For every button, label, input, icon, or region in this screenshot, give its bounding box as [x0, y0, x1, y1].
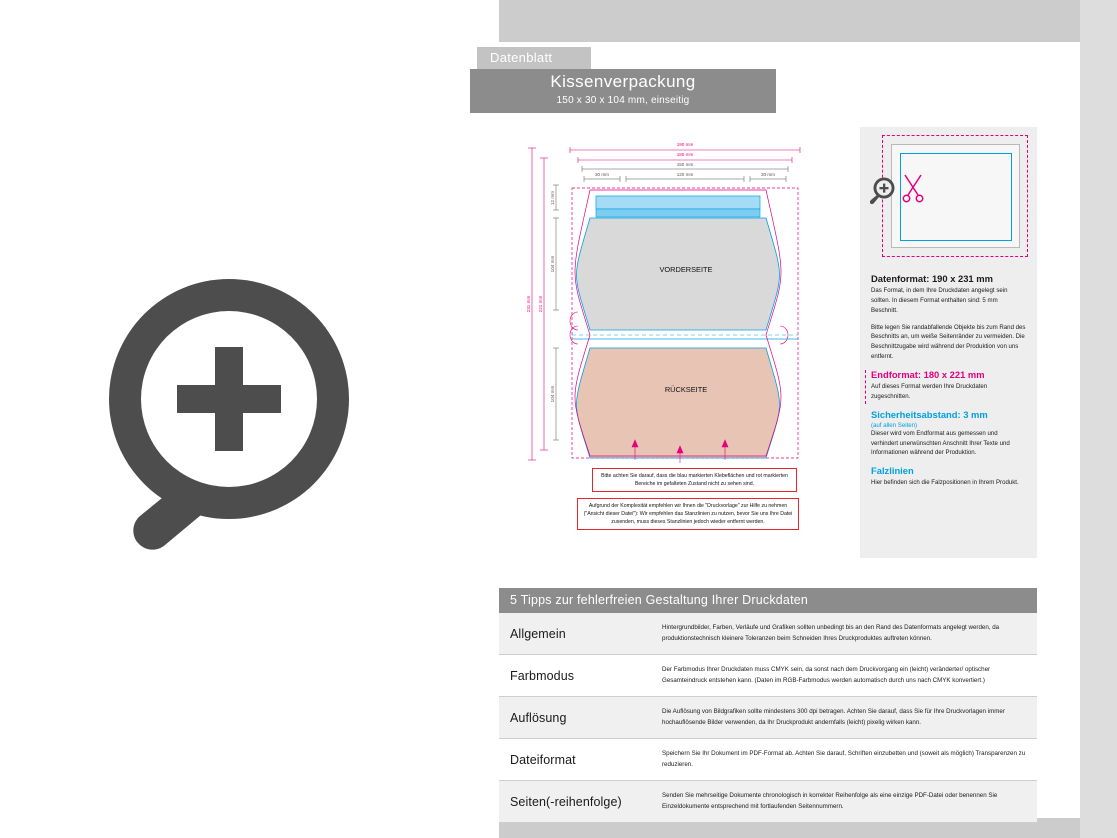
tip-label: Allgemein — [510, 626, 566, 641]
svg-text:231 mm: 231 mm — [526, 295, 531, 313]
tip-label: Auflösung — [510, 710, 567, 725]
svg-text:12 mm: 12 mm — [550, 190, 555, 206]
info-heading-falzlinien: Falzlinien — [871, 465, 914, 477]
page-right-shadow — [1080, 0, 1117, 838]
svg-text:VORDERSEITE: VORDERSEITE — [659, 265, 713, 274]
table-row — [499, 781, 1037, 823]
format-preview — [860, 127, 1037, 264]
svg-text:120 mm: 120 mm — [676, 172, 694, 177]
page-subtitle: 150 x 30 x 104 mm, einseitig — [556, 95, 690, 106]
info-subheading-sicherheitsabstand: (auf allen Seiten) — [871, 421, 918, 429]
magnifier-preview-zone — [0, 0, 470, 838]
tip-text: Hintergrundbilder, Farben, Verläufe und Grafiken sollten unbedingt bis an den Rand des Datenformats angelegt werden, da produktionstechnisch kleinere Toleranzen beim Schneiden Ihres Druckproduktes auftreten können. — [662, 624, 1000, 642]
svg-text:30 mm: 30 mm — [760, 172, 776, 177]
info-block-sicherheitsabstand — [871, 409, 1026, 459]
table-row — [499, 655, 1037, 697]
page-top-band — [499, 0, 1080, 42]
svg-text:104 mm: 104 mm — [550, 385, 555, 403]
tip-text: Senden Sie mehrseitige Dokumente chronologisch in korrekter Reihenfolge als eine einzige PDF-Datei oder benennen Sie Einzeldokumente entsprechend mit fortlaufenden Seitennummern. — [662, 792, 998, 810]
info-text-falzlinien: Hier befinden sich die Falzpositionen in Ihrem Produkt. — [871, 479, 1019, 487]
svg-text:104 mm: 104 mm — [550, 255, 555, 273]
page-title: Kissenverpackung — [550, 72, 696, 91]
tip-text: Die Auflösung von Bildgrafiken sollte mindestens 300 dpi betragen. Achten Sie darauf, dass Sie für Ihre Druckvorlagen immer hochauflösende Bilder verwenden, da Ihr Druckprodukt andernfalls (leicht) pixelig wirken kann. — [662, 708, 1005, 726]
tips-title: 5 Tipps zur fehlerfreien Gestaltung Ihrer Druckdaten — [499, 588, 1037, 613]
info-text-endformat: Auf dieses Format werden Ihre Druckdaten zugeschnitten. — [871, 383, 988, 400]
product-title-band — [470, 69, 776, 113]
info-heading-endformat: Endformat: 180 x 221 mm — [871, 369, 985, 381]
info-text-sicherheitsabstand: Dieser wird vom Endformat aus gemessen und verhindert unerwünschten Anschnitt Ihrer Texte und Informationen während der Produktion. — [871, 429, 1010, 457]
table-row — [499, 613, 1037, 655]
tip-text: Der Farbmodus Ihrer Druckdaten muss CMYK sein, da sonst nach dem Druckvorgang ein (leicht) veränderter/ optischer Gesamteindruck entstehen kann. (Daten im RGB-Farbmodus werden automatisch durch uns nach CMYK konvertiert.) — [662, 666, 991, 684]
drawing-note-2: Aufgrund der Komplexität empfehlen wir Ihnen die "Druckvorlage" zur Hilfe zu nehmen ("Ansicht dieser Datei"): Wir empfehlen das Stanzlinien zu nutzen, bevor Sie uns Ihre Datei zusenden, muss dieses Stanzlinien jedoch wieder entfernt werden. — [577, 498, 799, 530]
info-text-datenformat-1: Das Format, in dem Ihre Druckdaten angelegt sein sollten. In diesem Format enthalten sind: 5 mm Beschnitt. — [871, 287, 1008, 314]
svg-text:180 mm: 180 mm — [676, 152, 694, 157]
info-text-datenformat-2: Bitte legen Sie randabfallende Objekte bis zum Rand des Beschnitts an, um weiße Seitenränder zu vermeiden. Die Beschnittzugabe wird während der Produktion von uns entfernt. — [871, 323, 1026, 361]
tip-text: Speichern Sie Ihr Dokument im PDF-Format ab. Achten Sie darauf, Schriften einzubetten und (soweit als möglich) Transparenzen zu reduzieren. — [662, 750, 1026, 768]
magnifier-plus-icon[interactable] — [870, 177, 896, 205]
tips-table — [499, 588, 1037, 823]
tab-datenblatt-label: Datenblatt — [490, 50, 553, 65]
info-block-endformat — [871, 369, 1026, 402]
format-info-text — [860, 264, 1037, 558]
table-row — [499, 697, 1037, 739]
table-row — [499, 739, 1037, 781]
scissors-icon — [902, 173, 924, 203]
tip-label: Farbmodus — [510, 668, 575, 683]
svg-text:30 mm: 30 mm — [594, 172, 610, 177]
tab-datenblatt[interactable] — [477, 47, 591, 69]
info-block-datenformat — [871, 273, 1026, 362]
tip-label: Dateiformat — [510, 752, 576, 767]
svg-text:RÜCKSEITE: RÜCKSEITE — [664, 385, 708, 394]
format-info-panel — [860, 127, 1037, 558]
magnifier-plus-icon[interactable] — [105, 275, 355, 550]
svg-text:190 mm: 190 mm — [676, 142, 694, 147]
svg-text:221 mm: 221 mm — [538, 295, 543, 313]
info-heading-datenformat: Datenformat: 190 x 231 mm — [871, 273, 993, 284]
info-block-falzlinien — [871, 465, 1026, 488]
tip-label: Seiten(-reihenfolge) — [510, 794, 622, 809]
info-heading-sicherheitsabstand: Sicherheitsabstand: 3 mm — [871, 408, 988, 420]
drawing-note-1: Bitte achten Sie darauf, dass die blau markierten Klebeflächen und rot markierten Bereiche im gefalteten Zustand nicht zu sehen sind. — [592, 468, 797, 492]
svg-text:150 mm: 150 mm — [676, 162, 694, 167]
